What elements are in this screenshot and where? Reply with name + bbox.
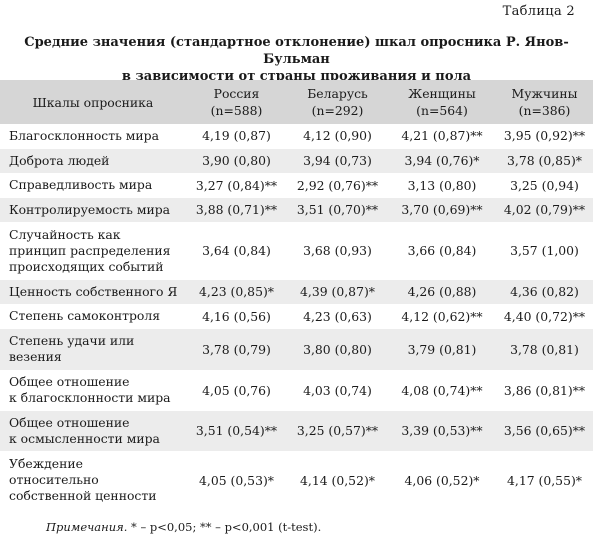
scale-name-cell xyxy=(0,197,186,222)
header-women-n: (n=564) xyxy=(416,103,468,118)
russia-value-cell: 4,05 (0,76) xyxy=(202,382,271,398)
scale-name-cell xyxy=(0,328,186,370)
belarus-value-cell: 4,03 (0,74) xyxy=(303,382,372,398)
scale-name-line: происходящих событий xyxy=(9,258,164,274)
header-scale: Шкалы опросника xyxy=(32,94,154,110)
men-value-cell: 3,86 (0,81)** xyxy=(503,382,586,398)
belarus-value-cell: 3,68 (0,93) xyxy=(303,243,372,258)
scale-name-line: Контролируемость мира xyxy=(9,201,171,217)
header-men-n: (n=386) xyxy=(518,103,571,118)
scale-name-line: Убеждение xyxy=(9,456,83,471)
scale-name-cell xyxy=(0,222,186,279)
header-belarus xyxy=(287,80,388,124)
men-value-cell: 4,36 (0,82) xyxy=(510,284,579,299)
men-value-cell: 4,40 (0,72)** xyxy=(503,308,586,324)
russia-value-cell: 4,16 (0,56) xyxy=(202,308,271,324)
scale-name-line: относительно xyxy=(9,472,99,487)
table-body xyxy=(0,124,593,509)
scale-name-line: везения xyxy=(9,349,62,364)
scale-name-cell xyxy=(0,451,186,509)
table-row xyxy=(0,410,593,451)
scale-name-line: Степень самоконтроля xyxy=(9,308,161,323)
women-value-cell: 4,08 (0,74)** xyxy=(401,382,483,398)
table-row xyxy=(0,279,593,304)
table-title xyxy=(0,34,593,85)
men-value-cell: 3,95 (0,92)** xyxy=(503,128,586,144)
russia-value-cell: 3,51 (0,54)** xyxy=(195,423,278,438)
scale-name-line: к осмысленности мира xyxy=(9,430,160,446)
header-women-name: Женщины xyxy=(408,86,476,101)
russia-value-cell: 4,19 (0,87) xyxy=(202,128,271,144)
scale-name-line: Благосклонность мира xyxy=(9,127,160,143)
women-value-cell: 3,39 (0,53)** xyxy=(401,423,483,438)
table-title-line-1: Средние значения (стандартное отклонение) шкал опросника Р. Янов-Бульман xyxy=(24,35,569,67)
belarus-value-cell: 3,25 (0,57)** xyxy=(296,423,379,438)
belarus-value-cell: 4,12 (0,90) xyxy=(303,128,372,144)
table-header-row xyxy=(0,80,593,124)
table-row xyxy=(0,197,593,222)
belarus-value-cell: 3,51 (0,70)** xyxy=(296,202,379,217)
table-row xyxy=(0,451,593,509)
table-row xyxy=(0,328,593,370)
russia-value-cell: 3,27 (0,84)** xyxy=(195,177,278,193)
table-row xyxy=(0,148,593,173)
belarus-value-cell: 4,14 (0,52)* xyxy=(300,472,375,488)
scale-name-line: Случайность как xyxy=(9,226,121,242)
men-value-cell: 4,02 (0,79)** xyxy=(503,202,586,217)
women-value-cell: 4,26 (0,88) xyxy=(407,284,477,299)
men-value-cell: 3,25 (0,94) xyxy=(510,177,579,193)
header-russia-n: (n=588) xyxy=(210,103,263,118)
table-row xyxy=(0,173,593,197)
table-title-line-2: в зависимости от страны проживания и пола xyxy=(121,69,472,84)
note-label: Примечания. xyxy=(46,520,128,534)
table-row xyxy=(0,124,593,148)
scale-name-cell xyxy=(0,279,186,304)
scale-name-line: Степень удачи или xyxy=(9,333,135,348)
scale-name-line: собственной ценности xyxy=(9,488,157,503)
women-value-cell: 3,66 (0,84) xyxy=(407,243,477,258)
scale-name-cell xyxy=(0,370,186,410)
women-value-cell: 4,21 (0,87)** xyxy=(401,128,483,144)
russia-value-cell: 3,78 (0,79) xyxy=(202,341,271,357)
header-men-name: Мужчины xyxy=(511,86,578,101)
table-note xyxy=(46,520,321,534)
women-value-cell: 4,06 (0,52)* xyxy=(404,472,480,488)
belarus-value-cell: 3,80 (0,80) xyxy=(303,341,372,357)
table-row xyxy=(0,304,593,328)
table-row xyxy=(0,370,593,410)
scale-name-cell xyxy=(0,304,186,328)
scale-name-cell xyxy=(0,410,186,451)
belarus-value-cell: 3,94 (0,73) xyxy=(303,153,372,168)
header-men xyxy=(496,80,593,124)
women-value-cell: 4,12 (0,62)** xyxy=(401,308,483,324)
header-belarus-n: (n=292) xyxy=(311,103,364,118)
women-value-cell: 3,70 (0,69)** xyxy=(401,202,483,217)
belarus-value-cell: 4,39 (0,87)* xyxy=(300,284,375,299)
scale-name-cell xyxy=(0,173,186,197)
women-value-cell: 3,79 (0,81) xyxy=(407,341,477,357)
results-table xyxy=(0,80,593,510)
belarus-value-cell: 4,23 (0,63) xyxy=(303,308,372,324)
table-row xyxy=(0,222,593,279)
men-value-cell: 3,78 (0,81) xyxy=(510,341,579,357)
men-value-cell: 3,56 (0,65)** xyxy=(503,423,586,438)
table-number-label: Таблица 2 xyxy=(502,4,575,19)
russia-value-cell: 3,64 (0,84) xyxy=(202,243,271,258)
women-value-cell: 3,13 (0,80) xyxy=(407,177,477,193)
russia-value-cell: 3,88 (0,71)** xyxy=(195,202,278,217)
men-value-cell: 3,57 (1,00) xyxy=(510,243,579,258)
russia-value-cell: 4,23 (0,85)* xyxy=(199,284,274,299)
header-russia xyxy=(186,80,287,124)
scale-name-cell xyxy=(0,124,186,148)
scale-name-line: Общее отношение xyxy=(9,414,130,430)
russia-value-cell: 4,05 (0,53)* xyxy=(199,472,274,488)
scale-name-line: принцип распределения xyxy=(9,242,171,258)
men-value-cell: 3,78 (0,85)* xyxy=(507,153,582,168)
scale-name-line: Ценность собственного Я xyxy=(9,283,178,299)
header-belarus-name: Беларусь xyxy=(307,86,368,101)
header-russia-name: Россия xyxy=(213,86,260,101)
belarus-value-cell: 2,92 (0,76)** xyxy=(296,177,379,193)
scale-name-line: к благосклонности мира xyxy=(9,390,171,405)
scale-name-line: Справедливость мира xyxy=(9,177,153,192)
scale-name-line: Общее отношение xyxy=(9,374,130,389)
note-text: * – p<0,05; ** – p<0,001 (t-test). xyxy=(127,520,322,534)
russia-value-cell: 3,90 (0,80) xyxy=(202,153,271,168)
scale-name-line: Доброта людей xyxy=(9,152,110,168)
scale-name-cell xyxy=(0,148,186,173)
header-women xyxy=(388,80,496,124)
men-value-cell: 4,17 (0,55)* xyxy=(507,472,582,488)
women-value-cell: 3,94 (0,76)* xyxy=(404,153,480,168)
